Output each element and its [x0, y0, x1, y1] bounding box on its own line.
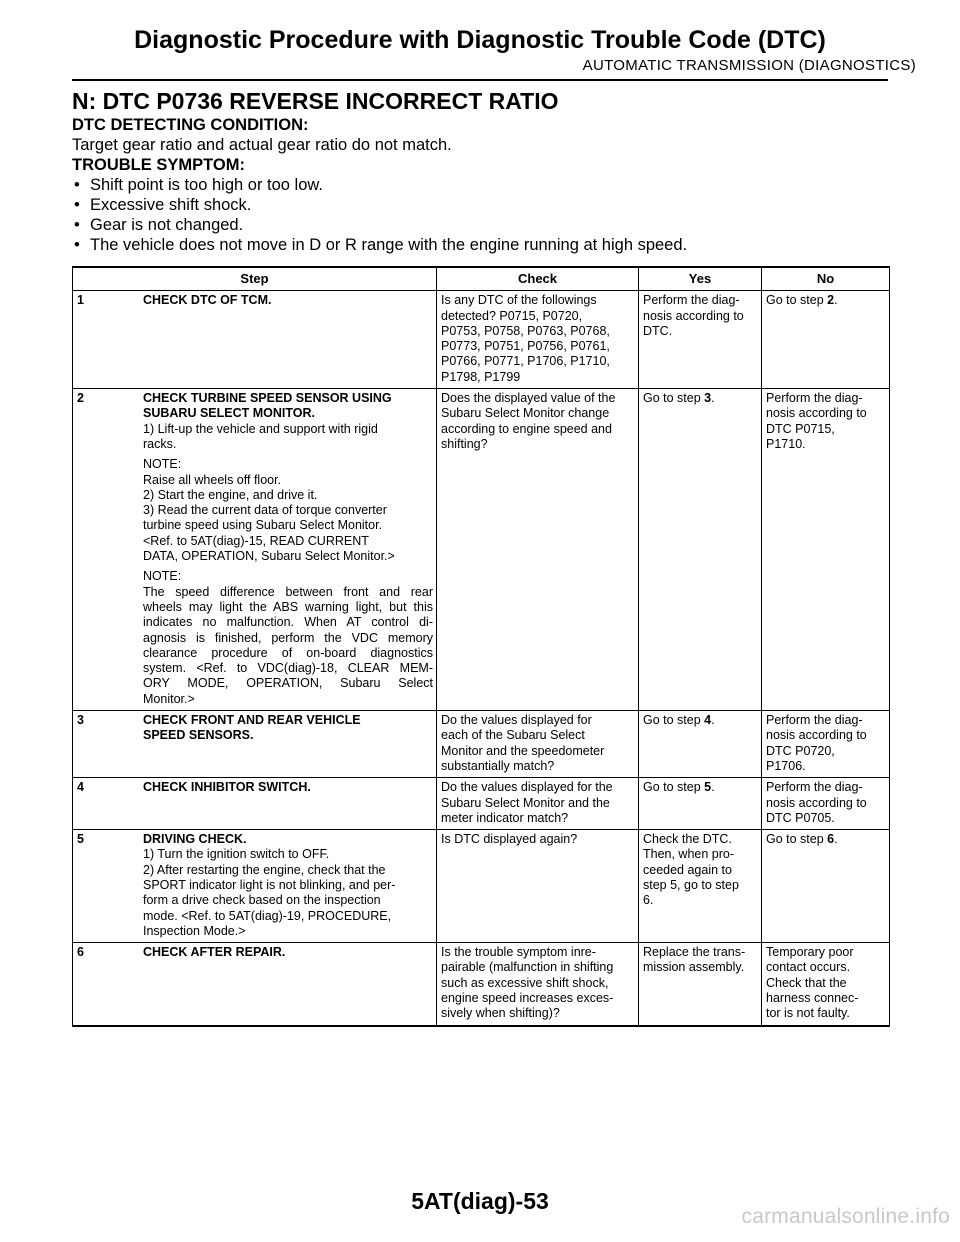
table-row — [73, 778, 890, 830]
step-link[interactable]: 6 — [827, 832, 835, 847]
symptom-label: TROUBLE SYMPTOM: — [72, 156, 245, 174]
step-title: CHECK FRONT AND REAR VEHICLE — [143, 713, 361, 728]
step-title: CHECK DTC OF TCM. — [143, 293, 272, 308]
table-row — [73, 291, 890, 389]
table-row — [73, 711, 890, 778]
step-number: 2 — [77, 391, 84, 406]
bullet-icon: • — [74, 196, 80, 214]
step-cell — [73, 778, 437, 830]
condition-label: DTC DETECTING CONDITION: — [72, 116, 309, 134]
page-number: 5AT(diag)-53 — [411, 1188, 549, 1214]
no-cell: Perform the diag- nosis according to DTC P0715, P1710. — [762, 389, 890, 711]
yes-cell: Go to step 3. — [639, 389, 762, 711]
section-title: N: DTC P0736 REVERSE INCORRECT RATIO — [72, 88, 559, 114]
step-link[interactable]: 3 — [704, 391, 712, 406]
bullet-icon: • — [74, 176, 80, 194]
intro-block — [72, 115, 892, 255]
yes-cell: Go to step 4. — [639, 711, 762, 778]
step-number: 1 — [77, 293, 84, 308]
note-text: Raise all wheels off floor. — [143, 472, 282, 487]
no-cell: Temporary poor contact occurs. Check that the harness connec- tor is not faulty. — [762, 943, 890, 1026]
no-cell: Perform the diag- nosis according to DTC P0705. — [762, 778, 890, 830]
note-label: NOTE: — [143, 457, 182, 472]
step-cell: 3 CHECK FRONT AND REAR VEHICLE SPEED SENSORS. — [73, 711, 437, 778]
check-cell: Is DTC displayed again? — [437, 830, 639, 943]
check-cell: Is any DTC of the followings detected? P0715, P0720, P0753, P0758, P0763, P0768, P0773, P0751, P0756, P0761, P0766, P0771, P1706, P1710, P1798, P1799 — [437, 291, 639, 389]
step-title: CHECK INHIBITOR SWITCH. — [143, 780, 311, 795]
watermark: carmanualsonline.info — [741, 1205, 950, 1228]
check-cell: Is the trouble symptom inre- pairable (malfunction in shifting such as excessive shift shock, engine speed increases exces- sively when shifting)? — [437, 943, 639, 1026]
step-number: 4 — [77, 780, 84, 795]
page-header-title: Diagnostic Procedure with Diagnostic Trouble Code (DTC) — [134, 26, 826, 54]
step-title: CHECK TURBINE SPEED SENSOR USING — [143, 391, 392, 406]
no-cell: Go to step 6. — [762, 830, 890, 943]
step-number: 6 — [77, 945, 84, 960]
check-cell: Do the values displayed for the Subaru Select Monitor and the meter indicator match? — [437, 778, 639, 830]
symptom-item: • Excessive shift shock. — [74, 196, 252, 214]
table-row — [73, 830, 890, 943]
step-cell: 2 CHECK TURBINE SPEED SENSOR USING SUBARU SELECT MONITOR. 1) Lift-up the vehicle and support with rigid racks. NOTE: Raise all wheels off floor. 2) Start the engine, and drive it. 3) Read the current data of torque converter turbine speed using Subaru Select Monitor. <Ref. to 5AT(diag)-15, READ CURRENT DATA, OPERATION, Subaru Select Monitor.> NOTE: The speed difference between front and rear wheels may light the ABS warning light, but this indicates no malfunction. When AT control di- agnosis is finished, perform the VDC memory clearance procedure of on-board diagnostics system. <Ref. to VDC(diag)-18, CLEAR MEM- ORY MODE, OPERATION, Subaru Select Monitor.> — [73, 389, 437, 711]
bullet-icon: • — [74, 216, 80, 234]
yes-cell: Perform the diag- nosis according to DTC. — [639, 291, 762, 389]
condition-text: Target gear ratio and actual gear ratio do not match. — [72, 136, 452, 154]
table-row — [73, 943, 890, 1026]
step-number: 3 — [77, 713, 84, 728]
note-text: The speed difference between front and rear — [143, 584, 433, 599]
bullet-icon: • — [74, 236, 80, 254]
step-cell — [73, 291, 437, 389]
table-row — [73, 389, 890, 711]
step-cell: 5 DRIVING CHECK. 1) Turn the ignition switch to OFF. 2) After restarting the engine, check that the SPORT indicator light is not blinking, and per- form a drive check based on the inspection mode. <Ref. to 5AT(diag)-19, PROCEDURE, Inspection Mode.> — [73, 830, 437, 943]
yes-cell: Go to step 5. — [639, 778, 762, 830]
table-header-row — [73, 267, 890, 291]
step-link[interactable]: 2 — [827, 293, 835, 308]
header-check: Check — [437, 267, 639, 291]
header-step: Step — [73, 267, 437, 291]
step-title: DRIVING CHECK. — [143, 832, 247, 847]
check-cell: Do the values displayed for each of the Subaru Select Monitor and the speedometer substantially match? — [437, 711, 639, 778]
step-link[interactable]: 4 — [704, 713, 712, 728]
header-divider — [72, 79, 888, 81]
step-title: CHECK AFTER REPAIR. — [143, 945, 286, 960]
no-cell: Perform the diag- nosis according to DTC P0720, P1706. — [762, 711, 890, 778]
step-cell — [73, 943, 437, 1026]
symptom-item: • Gear is not changed. — [74, 216, 244, 234]
check-cell: Does the displayed value of the Subaru Select Monitor change according to engine speed and shifting? — [437, 389, 639, 711]
yes-cell: Replace the trans- mission assembly. — [639, 943, 762, 1026]
diagnostic-table — [72, 266, 890, 1027]
symptom-item: • Shift point is too high or too low. — [74, 176, 323, 194]
header-yes: Yes — [639, 267, 762, 291]
page-header-subtitle: AUTOMATIC TRANSMISSION (DIAGNOSTICS) — [582, 57, 916, 74]
step-number: 5 — [77, 832, 84, 847]
yes-cell: Check the DTC. Then, when pro- ceeded again to step 5, go to step 6. — [639, 830, 762, 943]
header-no: No — [762, 267, 890, 291]
symptom-item: • The vehicle does not move in D or R range with the engine running at high speed. — [74, 236, 688, 254]
step-link[interactable]: 5 — [704, 780, 712, 795]
no-cell: Go to step 2. — [762, 291, 890, 389]
note-label: NOTE: — [143, 569, 182, 584]
